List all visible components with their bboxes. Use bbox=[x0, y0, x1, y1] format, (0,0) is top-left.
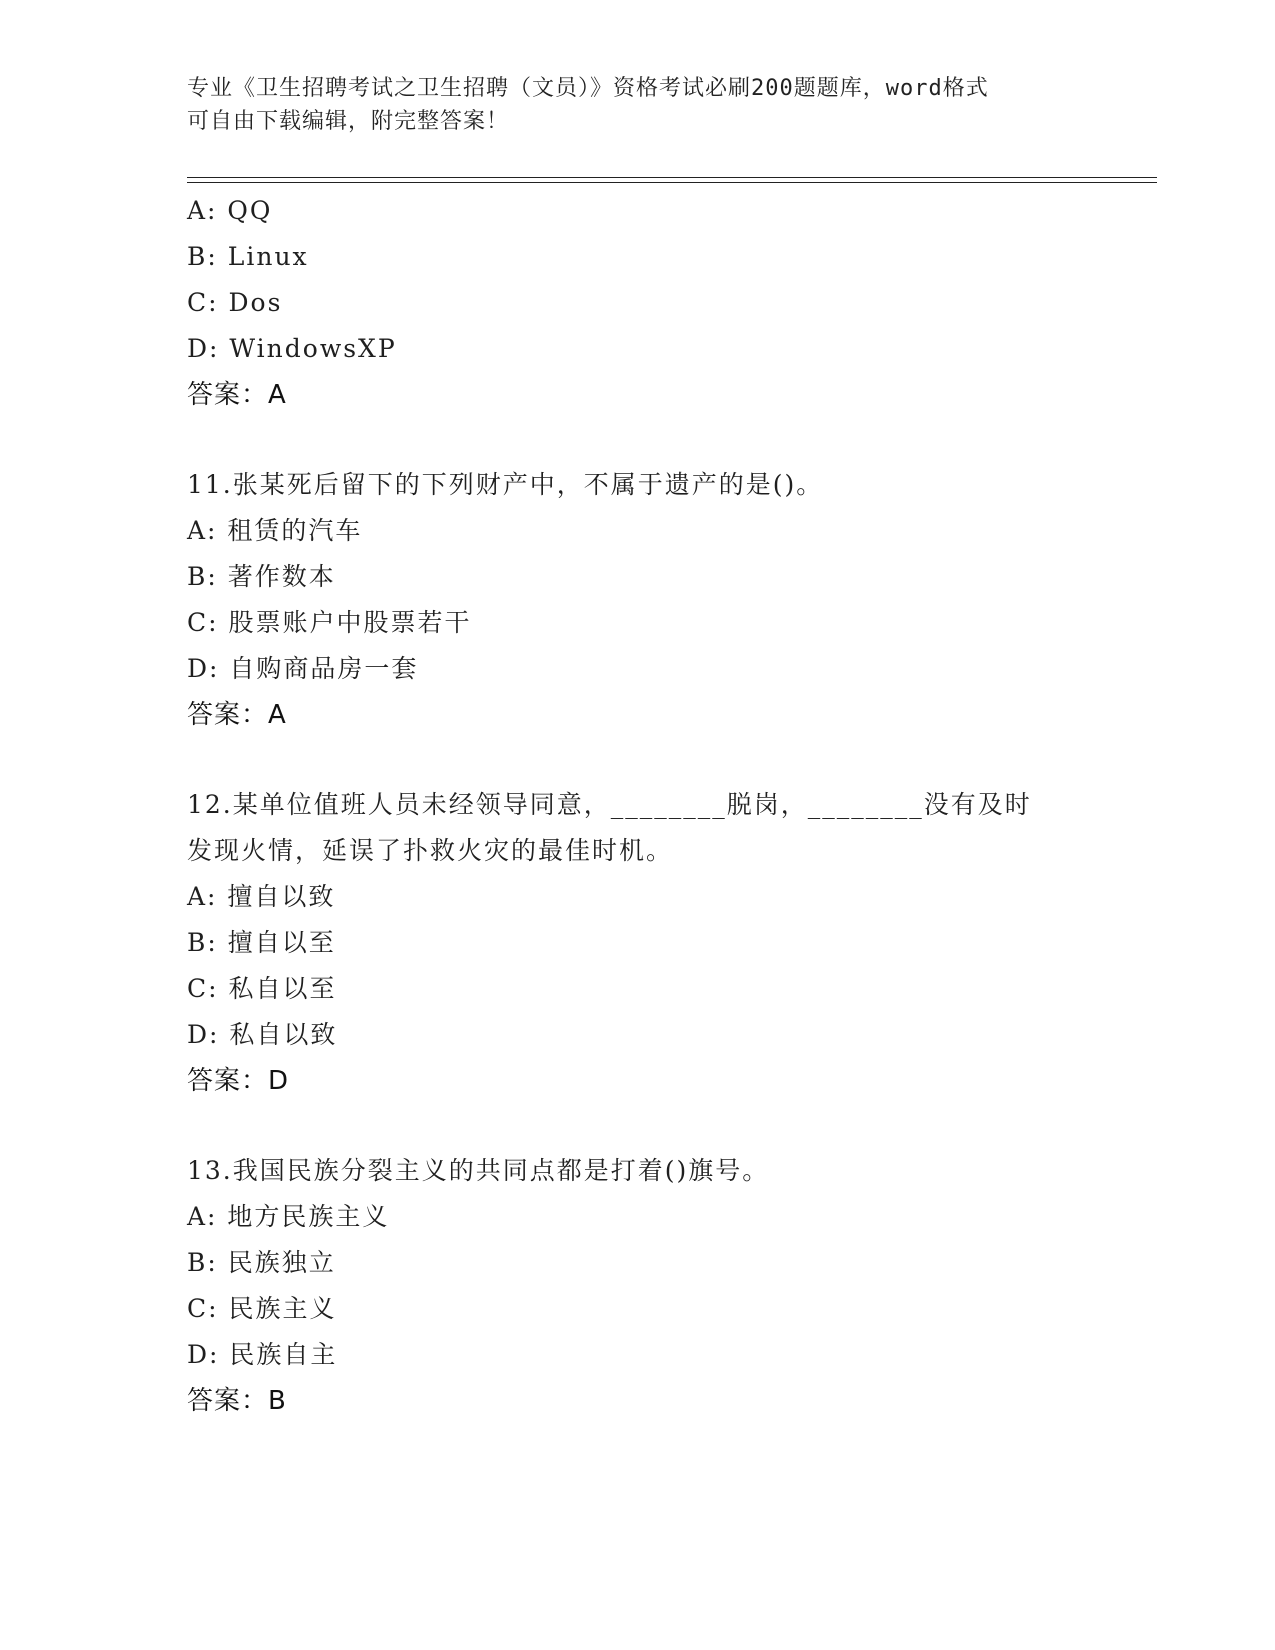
question-11 bbox=[187, 462, 1087, 738]
header-divider-bottom bbox=[187, 182, 1157, 183]
spacer bbox=[187, 418, 1087, 462]
option-c: C: 民族主义 bbox=[187, 1294, 337, 1323]
option-a: A: 地方民族主义 bbox=[187, 1202, 390, 1231]
option-d: D: 民族自主 bbox=[187, 1340, 338, 1369]
header-title-line-1: 专业《卫生招聘考试之卫生招聘（文员）》资格考试必刷200题题库，word格式 bbox=[187, 76, 989, 101]
option-b: B: 擅自以至 bbox=[187, 928, 336, 957]
answer-line: 答案：B bbox=[187, 1386, 287, 1416]
option-b: B: Linux bbox=[187, 242, 309, 271]
header-title-line-2: 可自由下载编辑，附完整答案！ bbox=[187, 109, 510, 134]
question-stem-line-2: 发现火情，延误了扑救火灾的最佳时机。 bbox=[187, 836, 674, 865]
question-10 bbox=[187, 188, 1087, 418]
option-c: C: Dos bbox=[187, 288, 283, 317]
question-13 bbox=[187, 1148, 1087, 1424]
option-c: C: 股票账户中股票若干 bbox=[187, 608, 472, 637]
header-divider-top bbox=[187, 177, 1157, 178]
option-b: B: 著作数本 bbox=[187, 562, 336, 591]
option-a: A: 租赁的汽车 bbox=[187, 516, 363, 545]
question-list bbox=[187, 188, 1087, 1424]
question-stem: 13.我国民族分裂主义的共同点都是打着()旗号。 bbox=[187, 1156, 770, 1185]
question-stem-line-1: 12.某单位值班人员未经领导同意，________脱岗，________没有及时 bbox=[187, 790, 1032, 819]
answer-line: 答案：A bbox=[187, 700, 287, 730]
answer-line: 答案：A bbox=[187, 380, 287, 410]
option-d: D: WindowsXP bbox=[187, 334, 397, 363]
document-header bbox=[187, 72, 1067, 138]
option-c: C: 私自以至 bbox=[187, 974, 337, 1003]
question-stem: 11.张某死后留下的下列财产中，不属于遗产的是()。 bbox=[187, 470, 824, 499]
option-a: A: 擅自以致 bbox=[187, 882, 336, 911]
option-a: A: QQ bbox=[187, 196, 273, 225]
answer-line: 答案：D bbox=[187, 1066, 290, 1096]
option-d: D: 自购商品房一套 bbox=[187, 654, 419, 683]
option-d: D: 私自以致 bbox=[187, 1020, 338, 1049]
question-12 bbox=[187, 782, 1087, 1104]
option-b: B: 民族独立 bbox=[187, 1248, 336, 1277]
spacer bbox=[187, 1104, 1087, 1148]
spacer bbox=[187, 738, 1087, 782]
